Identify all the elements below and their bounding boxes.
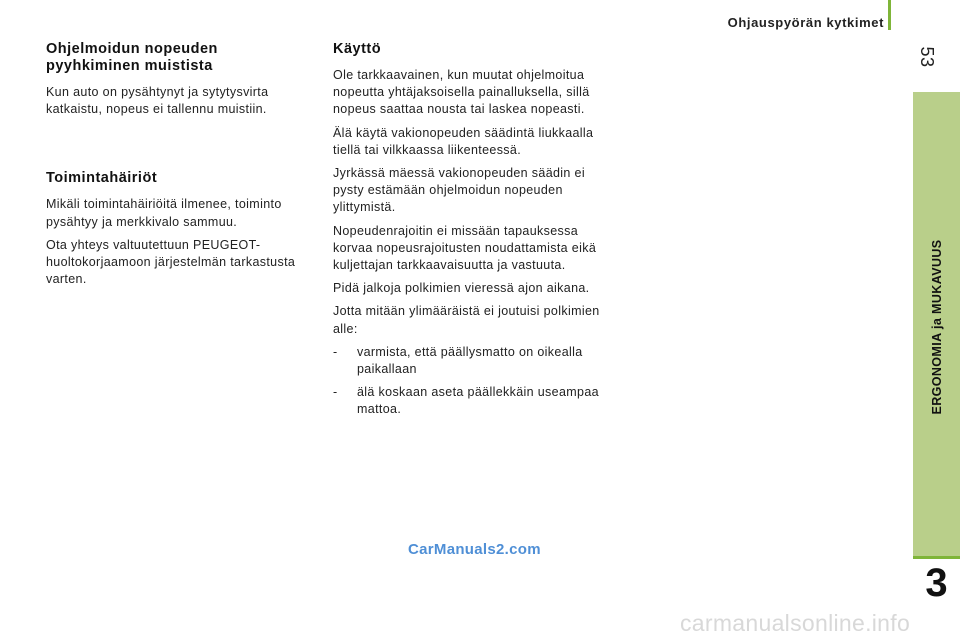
paragraph: Ole tarkkaavainen, kun muutat ohjelmoitua nopeutta yhtäjaksoisella painalluksella, sillä nopeus saattaa nousta tai laskea nopeasti. xyxy=(333,68,590,117)
section-heading-malfunctions: Toimintahäiriöt xyxy=(46,170,158,187)
right-column xyxy=(333,41,613,419)
paragraph: Älä käytä vakionopeuden säädintä liukkaalla tiellä tai vilkkaassa liikenteessä. xyxy=(333,125,594,157)
side-tab-label: ERGONOMIA ja MUKAVUUS xyxy=(929,239,944,415)
page-number xyxy=(913,40,941,74)
section-heading-usage: Käyttö xyxy=(333,41,382,57)
header-rule xyxy=(888,0,891,30)
paragraph: Nopeudenrajoitin ei missään tapauksessa korvaa nopeusrajoitusten noudattamista eikä kuljettajan tarkkaavaisuutta ja vastuuta. xyxy=(333,223,597,273)
section-heading-clear-speed: Ohjelmoidun nopeuden pyyhkiminen muistista xyxy=(46,41,218,74)
paragraph: Jotta mitään ylimääräistä ei joutuisi polkimien alle: xyxy=(333,304,600,336)
list-item-text: varmista, että päällysmatto on oikealla paikallaan xyxy=(357,344,583,377)
paragraph: Ota yhteys valtuutettuun PEUGEOT-huoltokorjaamoon järjestelmän tarkastusta varten. xyxy=(46,237,296,287)
bullet-dash: - xyxy=(333,385,338,400)
page-number-text: 53 xyxy=(917,46,937,68)
paragraph: Pidä jalkoja polkimien vieressä ajon aikana. xyxy=(333,281,590,296)
bullet-dash: - xyxy=(333,344,338,359)
watermark-link[interactable]: CarManuals2.com xyxy=(408,541,541,558)
list-item xyxy=(333,384,613,418)
chapter-number: 3 xyxy=(925,561,948,605)
paragraph: Mikäli toimintahäiriöitä ilmenee, toiminto pysähtyy ja merkkivalo sammuu. xyxy=(46,197,282,229)
paragraph: Kun auto on pysähtynyt ja sytytysvirta katkaistu, nopeus ei tallennu muistiin. xyxy=(46,85,269,117)
list-item-text: älä koskaan aseta päällekkäin useampaa mattoa. xyxy=(357,385,599,417)
footer-watermark: carmanualsonline.info xyxy=(680,610,911,636)
list-item xyxy=(333,344,613,378)
left-column xyxy=(46,41,316,288)
side-tab xyxy=(913,92,960,562)
section-title: Ohjauspyörän kytkimet xyxy=(727,15,884,30)
paragraph: Jyrkässä mäessä vakionopeuden säädin ei pysty estämään ohjelmoidun nopeuden ylittymistä. xyxy=(333,166,585,215)
